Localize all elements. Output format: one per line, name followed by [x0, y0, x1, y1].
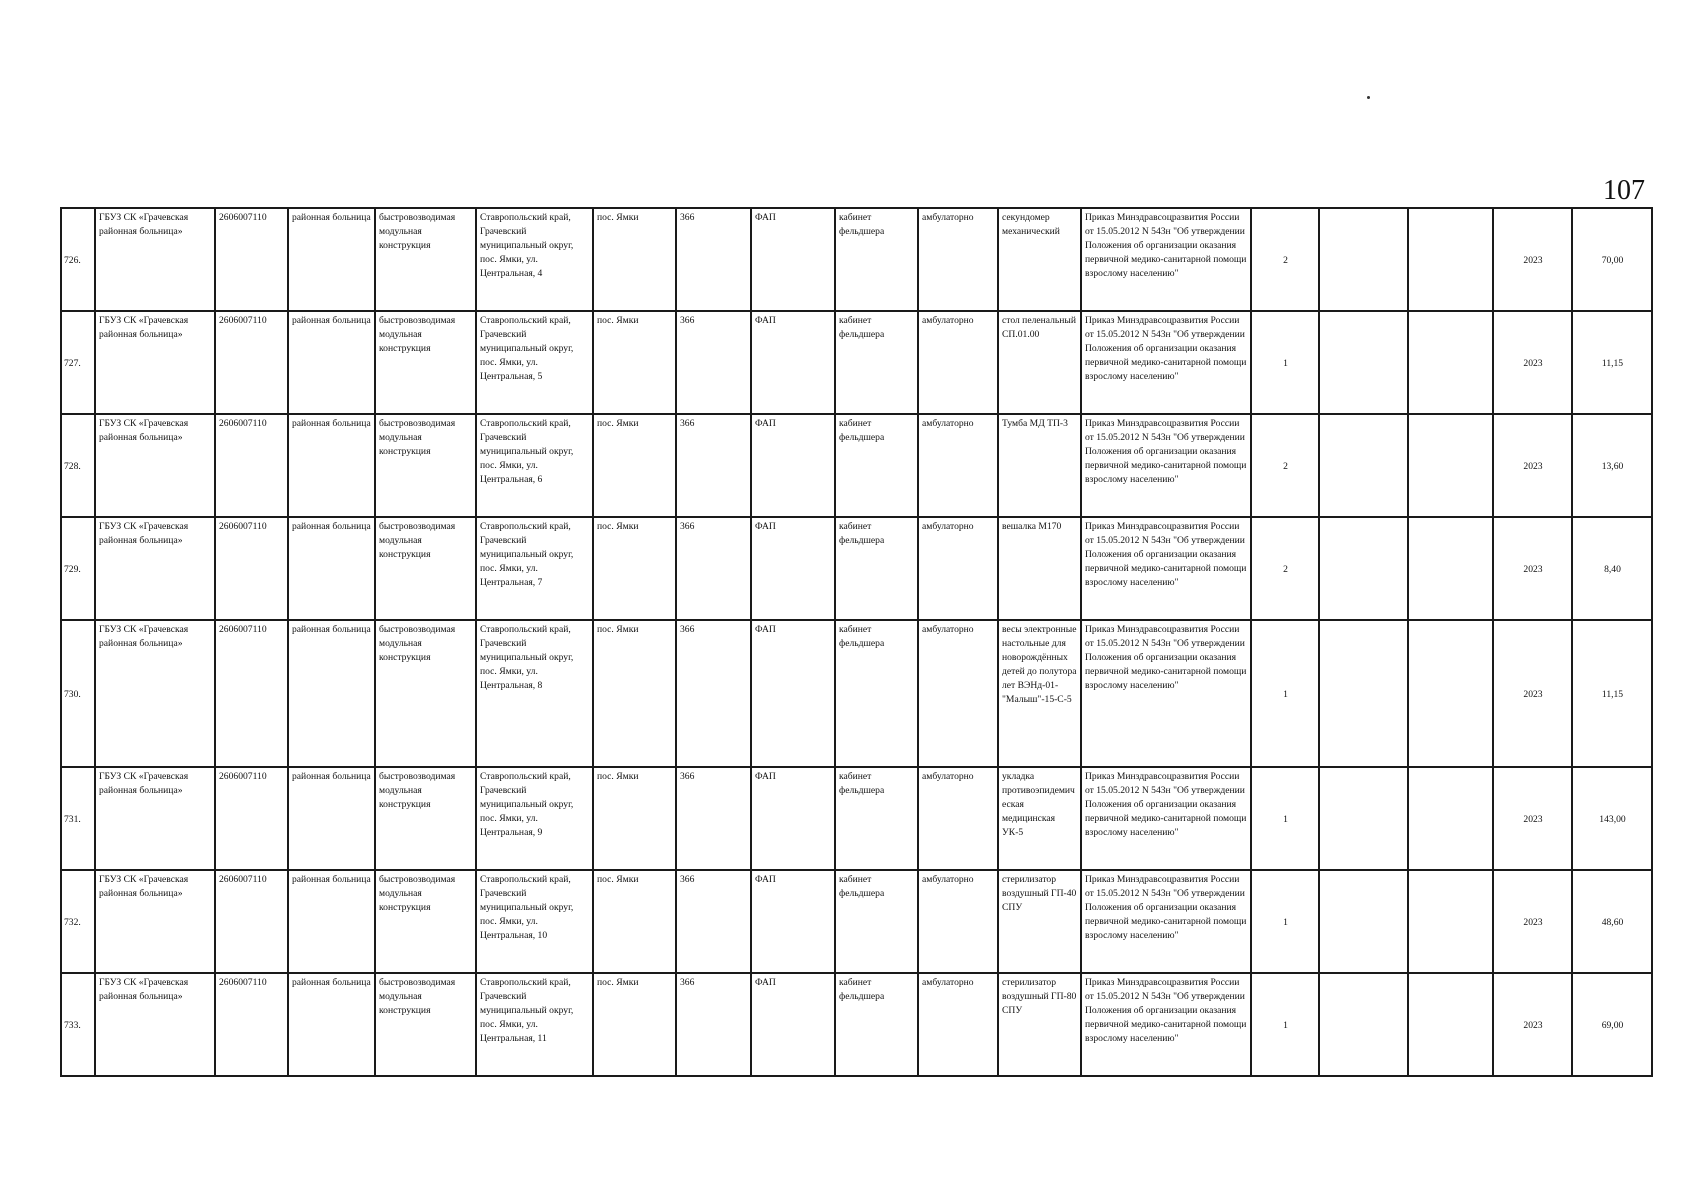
facility-type-cell: [288, 414, 375, 517]
row-number: 731.: [64, 813, 81, 825]
equipment-name: стол пеленальный СП.01.00: [1002, 315, 1076, 340]
price: 143,00: [1599, 813, 1626, 825]
inn-value: 2606007110: [219, 212, 267, 223]
room-cell: [835, 767, 918, 870]
room: кабинет фельдшера: [839, 874, 885, 899]
settlement: пос. Ямки: [597, 521, 639, 532]
inn-value: 2606007110: [219, 521, 267, 532]
equipment-name: стерилизатор воздушный ГП-40 СПУ: [1002, 874, 1077, 913]
building-type-cell: [375, 870, 476, 973]
settlement-cell: [593, 208, 676, 311]
organization-name: ГБУЗ СК «Грачевская районная больница»: [99, 977, 189, 1002]
care-mode: амбулаторно: [922, 624, 974, 635]
row-number-cell: [61, 870, 95, 973]
inn-cell: [215, 620, 288, 767]
organization-name: ГБУЗ СК «Грачевская районная больница»: [99, 771, 189, 796]
year: 2023: [1523, 357, 1543, 369]
equipment-cell: [998, 973, 1081, 1076]
building-type: быстровозводимая модульная конструкция: [379, 624, 456, 663]
address-cell: [476, 870, 593, 973]
unit-cell: [751, 620, 835, 767]
care-mode: амбулаторно: [922, 212, 974, 223]
table-row: [61, 517, 1652, 620]
unit-cell: [751, 414, 835, 517]
room: кабинет фельдшера: [839, 624, 885, 649]
year-cell: [1493, 620, 1572, 767]
organization-cell: [95, 870, 215, 973]
equipment-cell: [998, 620, 1081, 767]
quantity: 1: [1283, 688, 1288, 700]
empty-cell-1: [1319, 870, 1408, 973]
room-cell: [835, 208, 918, 311]
building-type-cell: [375, 973, 476, 1076]
settlement-cell: [593, 870, 676, 973]
regulatory-order: Приказ Минздравсоцразвития России от 15.05.2012 N 543н "Об утверждении Положения об организации оказания первичной медико-санитарной помощи взрослому населению": [1085, 624, 1247, 691]
building-type: быстровозводимая модульная конструкция: [379, 771, 456, 810]
year: 2023: [1523, 916, 1543, 928]
care-mode: амбулаторно: [922, 521, 974, 532]
settlement: пос. Ямки: [597, 212, 639, 223]
equipment-cell: [998, 311, 1081, 414]
empty-cell-2: [1408, 414, 1493, 517]
settlement: пос. Ямки: [597, 624, 639, 635]
inn-cell: [215, 973, 288, 1076]
address-cell: [476, 517, 593, 620]
unit-cell: [751, 767, 835, 870]
order-cell: [1081, 870, 1251, 973]
empty-cell-2: [1408, 767, 1493, 870]
year-cell: [1493, 973, 1572, 1076]
year: 2023: [1523, 1019, 1543, 1031]
settlement: пос. Ямки: [597, 418, 639, 429]
population: 366: [680, 212, 695, 223]
organization-cell: [95, 767, 215, 870]
unit-cell: [751, 517, 835, 620]
row-number: 728.: [64, 460, 81, 472]
price-cell: [1572, 620, 1652, 767]
population: 366: [680, 771, 695, 782]
room: кабинет фельдшера: [839, 418, 885, 443]
empty-cell-2: [1408, 517, 1493, 620]
year: 2023: [1523, 813, 1543, 825]
price-cell: [1572, 208, 1652, 311]
inn-value: 2606007110: [219, 624, 267, 635]
quantity: 1: [1283, 357, 1288, 369]
price-cell: [1572, 767, 1652, 870]
price-cell: [1572, 311, 1652, 414]
row-number: 729.: [64, 563, 81, 575]
organization-cell: [95, 973, 215, 1076]
care-mode-cell: [918, 414, 998, 517]
equipment-name: вешалка М170: [1002, 521, 1062, 532]
row-number-cell: [61, 767, 95, 870]
row-number: 726.: [64, 254, 81, 266]
quantity: 2: [1283, 254, 1288, 266]
row-number-cell: [61, 311, 95, 414]
price: 69,00: [1601, 1019, 1624, 1031]
settlement-cell: [593, 767, 676, 870]
facility-type-cell: [288, 517, 375, 620]
year-cell: [1493, 311, 1572, 414]
population: 366: [680, 874, 695, 885]
population-cell: [676, 517, 751, 620]
order-cell: [1081, 767, 1251, 870]
address-cell: [476, 311, 593, 414]
organization-name: ГБУЗ СК «Грачевская районная больница»: [99, 212, 189, 237]
care-mode: амбулаторно: [922, 315, 974, 326]
room: кабинет фельдшера: [839, 521, 885, 546]
inn-value: 2606007110: [219, 315, 267, 326]
population-cell: [676, 870, 751, 973]
facility-type-cell: [288, 620, 375, 767]
year: 2023: [1523, 254, 1543, 266]
building-type: быстровозводимая модульная конструкция: [379, 418, 456, 457]
empty-cell-2: [1408, 973, 1493, 1076]
address: Ставропольский край, Грачевский муниципальный округ, пос. Ямки, ул. Центральная, 5: [480, 315, 574, 382]
facility-type-cell: [288, 208, 375, 311]
building-type-cell: [375, 767, 476, 870]
facility-type: районная больница: [292, 212, 371, 223]
unit-type: ФАП: [755, 874, 776, 885]
room: кабинет фельдшера: [839, 315, 885, 340]
equipment-name: весы электронные настольные для новорождённых детей до полутора лет ВЭНд-01-"Малыш"-15-С-5: [1002, 624, 1077, 705]
year-cell: [1493, 208, 1572, 311]
unit-type: ФАП: [755, 771, 776, 782]
care-mode-cell: [918, 870, 998, 973]
care-mode-cell: [918, 208, 998, 311]
address: Ставропольский край, Грачевский муниципальный округ, пос. Ямки, ул. Центральная, 9: [480, 771, 574, 838]
population-cell: [676, 414, 751, 517]
year-cell: [1493, 767, 1572, 870]
table-row: [61, 414, 1652, 517]
inn-cell: [215, 767, 288, 870]
address-cell: [476, 973, 593, 1076]
inn-value: 2606007110: [219, 874, 267, 885]
regulatory-order: Приказ Минздравсоцразвития России от 15.05.2012 N 543н "Об утверждении Положения об организации оказания первичной медико-санитарной помощи взрослому населению": [1085, 315, 1247, 382]
order-cell: [1081, 414, 1251, 517]
year-cell: [1493, 517, 1572, 620]
quantity-cell: [1251, 870, 1319, 973]
facility-type-cell: [288, 311, 375, 414]
facility-type: районная больница: [292, 771, 371, 782]
organization-name: ГБУЗ СК «Грачевская районная больница»: [99, 874, 189, 899]
settlement: пос. Ямки: [597, 315, 639, 326]
order-cell: [1081, 973, 1251, 1076]
building-type: быстровозводимая модульная конструкция: [379, 212, 456, 251]
year: 2023: [1523, 563, 1543, 575]
quantity-cell: [1251, 208, 1319, 311]
organization-cell: [95, 208, 215, 311]
settlement: пос. Ямки: [597, 977, 639, 988]
unit-type: ФАП: [755, 418, 776, 429]
facility-type-cell: [288, 870, 375, 973]
facility-type: районная больница: [292, 521, 371, 532]
empty-cell-1: [1319, 620, 1408, 767]
building-type: быстровозводимая модульная конструкция: [379, 521, 456, 560]
regulatory-order: Приказ Минздравсоцразвития России от 15.05.2012 N 543н "Об утверждении Положения об организации оказания первичной медико-санитарной помощи взрослому населению": [1085, 521, 1247, 588]
quantity: 1: [1283, 916, 1288, 928]
address-cell: [476, 414, 593, 517]
regulatory-order: Приказ Минздравсоцразвития России от 15.05.2012 N 543н "Об утверждении Положения об организации оказания первичной медико-санитарной помощи взрослому населению": [1085, 418, 1247, 485]
building-type: быстровозводимая модульная конструкция: [379, 315, 456, 354]
unit-type: ФАП: [755, 521, 776, 532]
address: Ставропольский край, Грачевский муниципальный округ, пос. Ямки, ул. Центральная, 4: [480, 212, 574, 279]
row-number: 727.: [64, 357, 81, 369]
population: 366: [680, 315, 695, 326]
building-type-cell: [375, 208, 476, 311]
room: кабинет фельдшера: [839, 212, 885, 237]
year-cell: [1493, 414, 1572, 517]
population: 366: [680, 521, 695, 532]
price: 8,40: [1604, 563, 1621, 575]
settlement: пос. Ямки: [597, 771, 639, 782]
address-cell: [476, 767, 593, 870]
year-cell: [1493, 870, 1572, 973]
organization-cell: [95, 311, 215, 414]
organization-cell: [95, 620, 215, 767]
facility-type: районная больница: [292, 874, 371, 885]
address: Ставропольский край, Грачевский муниципальный округ, пос. Ямки, ул. Центральная, 8: [480, 624, 574, 691]
row-number: 730.: [64, 688, 81, 700]
room-cell: [835, 414, 918, 517]
settlement: пос. Ямки: [597, 874, 639, 885]
address: Ставропольский край, Грачевский муниципальный округ, пос. Ямки, ул. Центральная, 7: [480, 521, 574, 588]
room: кабинет фельдшера: [839, 771, 885, 796]
settlement-cell: [593, 620, 676, 767]
scan-dot-mark: [1367, 96, 1370, 99]
population-cell: [676, 208, 751, 311]
row-number: 733.: [64, 1019, 81, 1031]
regulatory-order: Приказ Минздравсоцразвития России от 15.05.2012 N 543н "Об утверждении Положения об организации оказания первичной медико-санитарной помощи взрослому населению": [1085, 977, 1247, 1044]
unit-cell: [751, 311, 835, 414]
empty-cell-2: [1408, 870, 1493, 973]
equipment-cell: [998, 870, 1081, 973]
organization-cell: [95, 517, 215, 620]
unit-cell: [751, 208, 835, 311]
room-cell: [835, 311, 918, 414]
price: 11,15: [1601, 688, 1624, 700]
population-cell: [676, 620, 751, 767]
organization-name: ГБУЗ СК «Грачевская районная больница»: [99, 521, 189, 546]
equipment-name: укладка противоэпидемическая медицинская УК-5: [1002, 771, 1075, 838]
row-number: 732.: [64, 916, 81, 928]
row-number-cell: [61, 517, 95, 620]
building-type-cell: [375, 620, 476, 767]
building-type: быстровозводимая модульная конструкция: [379, 874, 456, 913]
inn-value: 2606007110: [219, 418, 267, 429]
empty-cell-1: [1319, 414, 1408, 517]
quantity-cell: [1251, 311, 1319, 414]
regulatory-order: Приказ Минздравсоцразвития России от 15.05.2012 N 543н "Об утверждении Положения об организации оказания первичной медико-санитарной помощи взрослому населению": [1085, 771, 1247, 838]
room-cell: [835, 620, 918, 767]
quantity-cell: [1251, 414, 1319, 517]
price: 48,60: [1601, 916, 1624, 928]
equipment-cell: [998, 517, 1081, 620]
facility-type: районная больница: [292, 977, 371, 988]
facility-type: районная больница: [292, 418, 371, 429]
order-cell: [1081, 517, 1251, 620]
quantity: 2: [1283, 460, 1288, 472]
empty-cell-2: [1408, 208, 1493, 311]
regulatory-order: Приказ Минздравсоцразвития России от 15.05.2012 N 543н "Об утверждении Положения об организации оказания первичной медико-санитарной помощи взрослому населению": [1085, 212, 1247, 279]
table-row: [61, 767, 1652, 870]
organization-name: ГБУЗ СК «Грачевская районная больница»: [99, 624, 189, 649]
equipment-cell: [998, 208, 1081, 311]
empty-cell-1: [1319, 973, 1408, 1076]
order-cell: [1081, 620, 1251, 767]
row-number-cell: [61, 414, 95, 517]
room-cell: [835, 870, 918, 973]
register-body: [61, 208, 1652, 1076]
row-number-cell: [61, 620, 95, 767]
quantity-cell: [1251, 767, 1319, 870]
price: 13,60: [1601, 460, 1624, 472]
empty-cell-1: [1319, 208, 1408, 311]
equipment-name: секундомер механический: [1002, 212, 1060, 237]
regulatory-order: Приказ Минздравсоцразвития России от 15.05.2012 N 543н "Об утверждении Положения об организации оказания первичной медико-санитарной помощи взрослому населению": [1085, 874, 1247, 941]
care-mode-cell: [918, 973, 998, 1076]
population: 366: [680, 977, 695, 988]
price-cell: [1572, 517, 1652, 620]
care-mode-cell: [918, 767, 998, 870]
unit-cell: [751, 973, 835, 1076]
care-mode: амбулаторно: [922, 418, 974, 429]
settlement-cell: [593, 414, 676, 517]
organization-name: ГБУЗ СК «Грачевская районная больница»: [99, 418, 189, 443]
inn-cell: [215, 517, 288, 620]
equipment-name: Тумба МД ТП-3: [1002, 418, 1068, 429]
equipment-cell: [998, 414, 1081, 517]
organization-name: ГБУЗ СК «Грачевская районная больница»: [99, 315, 189, 340]
settlement-cell: [593, 517, 676, 620]
table-row: [61, 208, 1652, 311]
quantity-cell: [1251, 973, 1319, 1076]
care-mode: амбулаторно: [922, 977, 974, 988]
inn-cell: [215, 311, 288, 414]
address-cell: [476, 620, 593, 767]
unit-type: ФАП: [755, 315, 776, 326]
page-number: 107: [1603, 175, 1645, 206]
table-row: [61, 870, 1652, 973]
population-cell: [676, 973, 751, 1076]
unit-type: ФАП: [755, 624, 776, 635]
address: Ставропольский край, Грачевский муниципальный округ, пос. Ямки, ул. Центральная, 10: [480, 874, 574, 941]
care-mode: амбулаторно: [922, 874, 974, 885]
address: Ставропольский край, Грачевский муниципальный округ, пос. Ямки, ул. Центральная, 11: [480, 977, 574, 1044]
population-cell: [676, 767, 751, 870]
equipment-name: стерилизатор воздушный ГП-80 СПУ: [1002, 977, 1077, 1016]
facility-type: районная больница: [292, 624, 371, 635]
population: 366: [680, 624, 695, 635]
unit-type: ФАП: [755, 212, 776, 223]
settlement-cell: [593, 311, 676, 414]
price-cell: [1572, 973, 1652, 1076]
unit-cell: [751, 870, 835, 973]
order-cell: [1081, 311, 1251, 414]
population-cell: [676, 311, 751, 414]
price: 11,15: [1601, 357, 1624, 369]
empty-cell-1: [1319, 517, 1408, 620]
facility-type-cell: [288, 767, 375, 870]
quantity-cell: [1251, 620, 1319, 767]
inn-value: 2606007110: [219, 771, 267, 782]
equipment-cell: [998, 767, 1081, 870]
quantity: 1: [1283, 1019, 1288, 1031]
empty-cell-1: [1319, 767, 1408, 870]
order-cell: [1081, 208, 1251, 311]
unit-type: ФАП: [755, 977, 776, 988]
facility-type-cell: [288, 973, 375, 1076]
quantity: 1: [1283, 813, 1288, 825]
equipment-register-table: [60, 207, 1653, 1077]
address-cell: [476, 208, 593, 311]
building-type-cell: [375, 414, 476, 517]
year: 2023: [1523, 688, 1543, 700]
facility-type: районная больница: [292, 315, 371, 326]
empty-cell-1: [1319, 311, 1408, 414]
table-row: [61, 620, 1652, 767]
room-cell: [835, 973, 918, 1076]
price: 70,00: [1601, 254, 1624, 266]
building-type-cell: [375, 517, 476, 620]
care-mode-cell: [918, 620, 998, 767]
row-number-cell: [61, 208, 95, 311]
row-number-cell: [61, 973, 95, 1076]
building-type: быстровозводимая модульная конструкция: [379, 977, 456, 1016]
price-cell: [1572, 414, 1652, 517]
inn-cell: [215, 870, 288, 973]
price-cell: [1572, 870, 1652, 973]
room: кабинет фельдшера: [839, 977, 885, 1002]
table-row: [61, 311, 1652, 414]
population: 366: [680, 418, 695, 429]
empty-cell-2: [1408, 311, 1493, 414]
quantity-cell: [1251, 517, 1319, 620]
settlement-cell: [593, 973, 676, 1076]
inn-cell: [215, 414, 288, 517]
building-type-cell: [375, 311, 476, 414]
care-mode: амбулаторно: [922, 771, 974, 782]
year: 2023: [1523, 460, 1543, 472]
quantity: 2: [1283, 563, 1288, 575]
care-mode-cell: [918, 311, 998, 414]
empty-cell-2: [1408, 620, 1493, 767]
table-row: [61, 973, 1652, 1076]
address: Ставропольский край, Грачевский муниципальный округ, пос. Ямки, ул. Центральная, 6: [480, 418, 574, 485]
organization-cell: [95, 414, 215, 517]
care-mode-cell: [918, 517, 998, 620]
inn-cell: [215, 208, 288, 311]
inn-value: 2606007110: [219, 977, 267, 988]
room-cell: [835, 517, 918, 620]
